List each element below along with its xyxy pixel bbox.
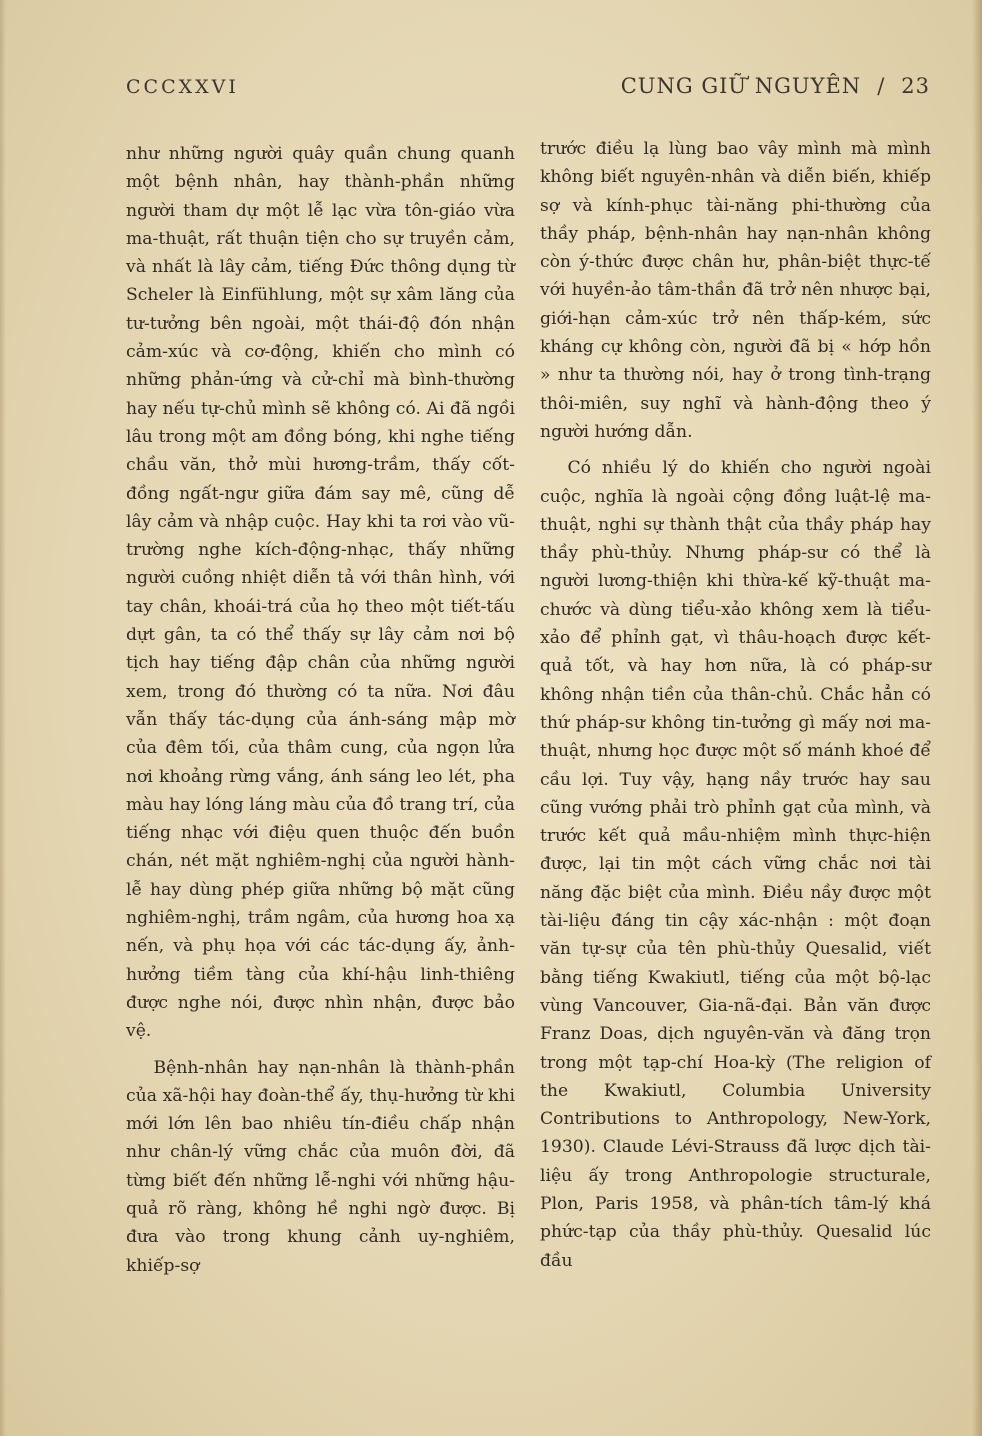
running-head-right: [621, 74, 930, 98]
left-column: [126, 140, 515, 1280]
right-column: [540, 135, 931, 1275]
running-head-separator: /: [877, 74, 886, 98]
page-number: 23: [901, 74, 930, 98]
page-edge-left: [0, 0, 6, 1436]
paragraph: trước điều lạ lùng bao vây mình mà mình không biết nguyên-nhân và diễn biến, khiếp sợ và kính-phục tài-năng phi-thường của thầy pháp, bệnh-nhân hay nạn-nhân không còn ý-thức được chân hư, phân-biệt thực-tế với huyền-ảo tâm-thần đã trở nên nhược bại, giới-hạn cảm-xúc trở nên thấp-kém, sức kháng cự không còn, người đã bị « hớp hồn » như ta thường nói, hay ở trong tình-trạng thôi-miên, suy nghĩ và hành-động theo ý người hướng dẫn.: [540, 139, 931, 442]
paragraph: Có nhiều lý do khiến cho người ngoài cuộc, nghĩa là ngoài cộng đồng luật-lệ ma-thuật, nghi sự thành thật của thầy pháp hay thầy phù-thủy. Nhưng pháp-sư có thể là người lương-thiện khi thừa-kế kỹ-thuật ma-chước và dùng tiểu-xảo không xem là tiểu-xảo để phỉnh gạt, vì thâu-hoạch được kết-quả tốt, và hay hơn nữa, là có pháp-sư không nhận tiền của thân-chủ. Chắc hẳn có thứ pháp-sư không tin-tưởng gì mấy nơi ma-thuật, nhưng học được một số mánh khoé để cầu lợi. Tuy vậy, hạng nầy trước hay sau cũng vướng phải trò phỉnh gạt của mình, và trước kết quả mầu-nhiệm mình thực-hiện được, lại tin một cách vững chắc nơi tài năng đặc biệt của mình. Điều nầy được một tài-liệu đáng tin cậy xác-nhận : một đoạn văn tự-sự của tên phù-thủy Quesalid, viết bằng tiếng Kwakiutl, tiếng của một bộ-lạc vùng Vancouver, Gia-nã-đại. Bản văn được Franz Doas, dịch nguyên-văn và đăng trọn trong một tạp-chí Hoa-kỳ (The religion of the Kwakiutl, Columbia University Contributions to Anthropology, New-York, 1930). Claude Lévi-Strauss đã lược dịch tài-liệu ấy trong Anthropologie structurale, Plon, Paris 1958, và phân-tích tâm-lý khá phức-tạp của thầy phù-thủy. Quesalid lúc đầu: [540, 458, 931, 1271]
page-edge-right: [972, 0, 982, 1436]
running-title: CUNG GIỮ NGUYÊN: [620, 74, 862, 98]
page-header: [126, 74, 930, 106]
paragraph: như những người quây quần chung quanh một bệnh nhân, hay thành-phần những người tham dự một lễ lạc vừa tôn-giáo vừa ma-thuật, rất thuận tiện cho sự truyền cảm, và nhất là lây cảm, tiếng Đức thông dụng từ Scheler là Einfühlung, một sự xâm lăng của tư-tưởng bên ngoài, một thái-độ đón nhận cảm-xúc và cơ-động, khiến cho mình có những phản-ứng và cử-chỉ mà bình-thường hay nếu tự-chủ mình sẽ không có. Ai đã ngồi lâu trong một am đồng bóng, khi nghe tiếng chầu văn, thở mùi hương-trầm, thấy cốt-đồng ngất-ngư giữa đám say mê, cũng dễ lây cảm và nhập cuộc. Hay khi ta rơi vào vũ-trường nghe kích-động-nhạc, thấy những người cuồng nhiệt diễn tả với thân hình, với tay chân, khoái-trá của họ theo một tiết-tấu dựt gân, ta có thể thấy sự lây cảm nơi bộ tịch hay tiếng đập chân của những người xem, trong đó thường có ta nữa. Nơi đâu vẫn thấy tác-dụng của ánh-sáng mập mờ của đêm tối, của thâm cung, của ngọn lửa nơi khoảng rừng vắng, ánh sáng leo lét, pha màu hay lóng láng màu của đồ trang trí, của tiếng nhạc với điệu quen thuộc đến buồn chán, nét mặt nghiêm-nghị của người hành-lễ hay dùng phép giữa những bộ mặt cũng nghiêm-nghị, trầm ngâm, của hương hoa xạ nến, và phụ họa với các tác-dụng ấy, ảnh-hưởng tiềm tàng của khí-hậu linh-thiêng được nghe nói, được nhìn nhận, được bảo vệ.: [126, 144, 515, 1042]
paragraph: Bệnh-nhân hay nạn-nhân là thành-phần của xã-hội hay đoàn-thể ấy, thụ-hưởng từ khi mới lớn lên bao nhiêu tín-điều chấp nhận như chân-lý vững chắc của muôn đời, đã từng biết đến những lễ-nghi với những hậu-quả rõ ràng, không hề nghi ngờ được. Bị đưa vào trong khung cảnh uy-nghiêm, khiếp-sợ: [126, 1057, 515, 1276]
running-head-left: CCCXXVI: [126, 76, 239, 98]
